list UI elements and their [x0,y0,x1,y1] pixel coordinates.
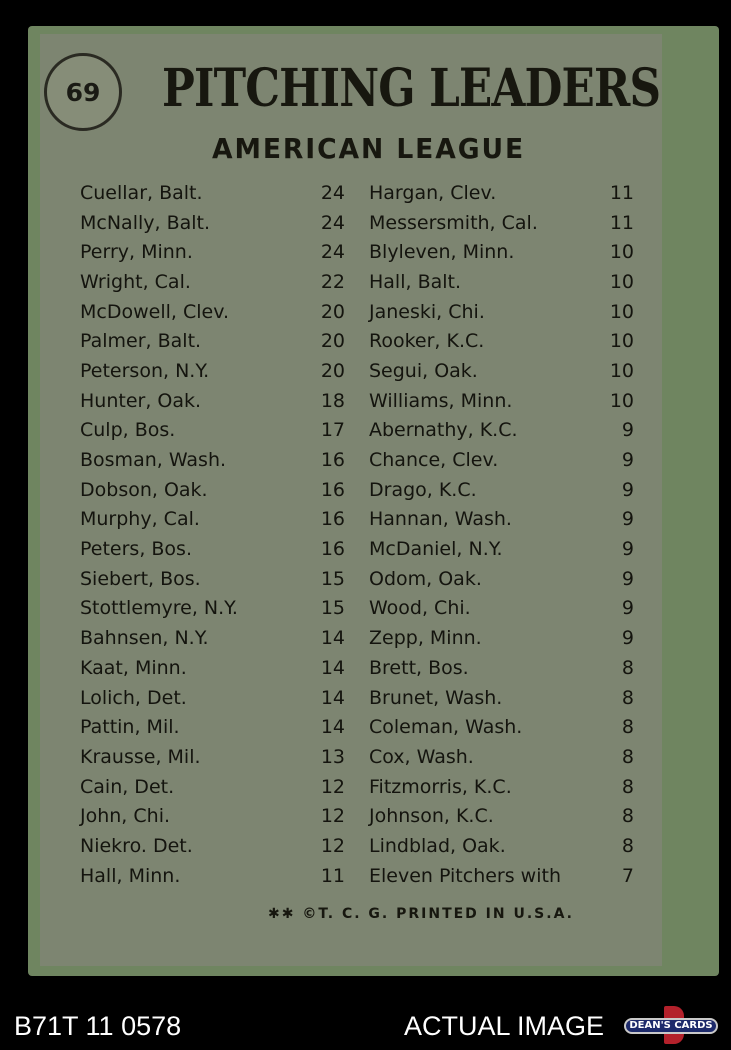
pitcher-name: Segui, Oak. [369,359,478,382]
wins-value: 9 [621,478,634,501]
stat-row [369,801,634,831]
pitcher-name: Abernathy, K.C. [369,419,518,442]
stat-row [80,831,345,861]
pitcher-name: Blyleven, Minn. [369,241,515,264]
pitcher-name: McDaniel, N.Y. [369,538,503,561]
wins-value: 10 [609,389,634,412]
pitcher-name: Hannan, Wash. [369,508,512,531]
stat-row [369,683,634,713]
stat-row [80,208,345,238]
stat-row [369,386,634,416]
pitcher-name: Cuellar, Balt. [80,181,203,204]
wins-value: 9 [621,419,634,442]
pitcher-name: Messersmith, Cal. [369,211,538,234]
wins-value: 8 [621,805,634,828]
pitcher-name: Siebert, Bos. [80,567,201,590]
pitcher-name: Dobson, Oak. [80,478,208,501]
stat-row [369,445,634,475]
stat-row [369,772,634,802]
stat-row [80,801,345,831]
logo-text: DEAN'S CARDS [624,1018,718,1034]
wins-value: 9 [621,597,634,620]
stat-row [80,178,345,208]
stat-row [369,297,634,327]
wins-value: 8 [621,656,634,679]
wins-value: 9 [621,567,634,590]
pitcher-name: Murphy, Cal. [80,508,200,531]
pitcher-name: Pattin, Mil. [80,716,180,739]
wins-value: 12 [320,834,345,857]
pitcher-name: Lindblad, Oak. [369,834,506,857]
stat-row [369,534,634,564]
stat-row [369,831,634,861]
stat-row [369,237,634,267]
stat-row [369,416,634,446]
wins-value: 12 [320,775,345,798]
stat-row [80,267,345,297]
stat-row [80,712,345,742]
wins-value: 14 [320,656,345,679]
pitcher-name: Hunter, Oak. [80,389,202,412]
pitcher-name: Stottlemyre, N.Y. [80,597,238,620]
stat-row [80,772,345,802]
item-code: B71T 11 0578 [14,1011,182,1041]
stat-row [80,237,345,267]
pitcher-name: Coleman, Wash. [369,716,523,739]
stat-row [80,505,345,535]
pitcher-name: Peterson, N.Y. [80,359,210,382]
wins-value: 17 [320,419,345,442]
pitcher-name: Brunet, Wash. [369,686,503,709]
wins-value: 9 [621,538,634,561]
stat-row [369,326,634,356]
stat-row [80,564,345,594]
pitcher-name: Janeski, Chi. [369,300,485,323]
pitcher-name: Niekro. Det. [80,834,193,857]
pitcher-name: Kaat, Minn. [80,656,187,679]
pitcher-name: Chance, Clev. [369,449,499,472]
pitcher-name: Lolich, Det. [80,686,187,709]
stat-row [80,623,345,653]
stat-row [80,861,345,891]
stat-row [80,683,345,713]
wins-value: 22 [320,270,345,293]
wins-value: 24 [320,181,345,204]
pitcher-name: John, Chi. [80,805,171,828]
stat-row [369,861,634,891]
wins-value: 10 [609,300,634,323]
wins-value: 20 [320,300,345,323]
stat-row [369,594,634,624]
stat-row [80,326,345,356]
pitcher-name: Eleven Pitchers with [369,864,561,887]
actual-image-label: ACTUAL IMAGE [404,1011,605,1041]
wins-value: 8 [621,716,634,739]
wins-value: 15 [320,567,345,590]
deans-cards-logo [624,1006,718,1044]
left-stats-column [80,178,345,891]
wins-value: 8 [621,686,634,709]
wins-value: 15 [320,597,345,620]
wins-value: 24 [320,211,345,234]
right-stats-column [369,178,634,891]
stat-row [369,505,634,535]
stat-row [80,297,345,327]
pitcher-name: Fitzmorris, K.C. [369,775,512,798]
wins-value: 11 [609,211,634,234]
wins-value: 10 [609,270,634,293]
stat-row [80,356,345,386]
wins-value: 14 [320,686,345,709]
wins-value: 10 [609,330,634,353]
pitcher-name: Hall, Minn. [80,864,181,887]
stat-row [369,267,634,297]
wins-value: 12 [320,805,345,828]
pitcher-name: Odom, Oak. [369,567,482,590]
stat-row [80,445,345,475]
wins-value: 11 [320,864,345,887]
pitcher-name: Wood, Chi. [369,597,471,620]
printed-notice: ✱✱ ©T. C. G. PRINTED IN U.S.A. [268,906,574,922]
pitcher-name: Palmer, Balt. [80,330,202,353]
stat-row [80,386,345,416]
stat-row [80,653,345,683]
wins-value: 14 [320,627,345,650]
wins-value: 18 [320,389,345,412]
wins-value: 16 [320,508,345,531]
wins-value: 24 [320,241,345,264]
wins-value: 8 [621,834,634,857]
pitcher-name: Hargan, Clev. [369,181,497,204]
wins-value: 10 [609,359,634,382]
stat-row [80,534,345,564]
wins-value: 10 [609,241,634,264]
wins-value: 7 [621,864,634,887]
wins-value: 20 [320,330,345,353]
stat-row [369,712,634,742]
wins-value: 9 [621,508,634,531]
stat-row [80,742,345,772]
pitcher-name: Drago, K.C. [369,478,477,501]
pitcher-name: Brett, Bos. [369,656,469,679]
wins-value: 8 [621,775,634,798]
pitcher-name: Cox, Wash. [369,745,474,768]
wins-value: 9 [621,627,634,650]
card-title: PITCHING LEADERS [162,58,661,119]
pitcher-name: McNally, Balt. [80,211,211,234]
pitcher-name: Cain, Det. [80,775,175,798]
stat-row [369,564,634,594]
stat-row [80,594,345,624]
wins-value: 16 [320,538,345,561]
stat-row [369,653,634,683]
stat-row [80,416,345,446]
stat-row [369,178,634,208]
wins-value: 13 [320,745,345,768]
stat-row [369,208,634,238]
pitcher-name: Williams, Minn. [369,389,513,412]
pitcher-name: Culp, Bos. [80,419,176,442]
pitcher-name: Peters, Bos. [80,538,192,561]
pitcher-name: Bosman, Wash. [80,449,227,472]
stat-row [369,623,634,653]
pitcher-name: Bahnsen, N.Y. [80,627,209,650]
wins-value: 16 [320,478,345,501]
pitcher-name: Johnson, K.C. [369,805,494,828]
stat-row [80,475,345,505]
wins-value: 9 [621,449,634,472]
pitcher-name: Zepp, Minn. [369,627,482,650]
wins-value: 8 [621,745,634,768]
pitcher-name: Rooker, K.C. [369,330,485,353]
pitcher-name: Krausse, Mil. [80,745,201,768]
wins-value: 14 [320,716,345,739]
wins-value: 11 [609,181,634,204]
wins-value: 20 [320,359,345,382]
stat-row [369,475,634,505]
pitcher-name: Perry, Minn. [80,241,193,264]
pitcher-name: McDowell, Clev. [80,300,230,323]
card-subtitle: AMERICAN LEAGUE [212,132,526,165]
card-number-badge [44,53,122,131]
stat-row [369,356,634,386]
pitcher-name: Wright, Cal. [80,270,191,293]
card-number: 69 [65,77,101,107]
stat-row [369,742,634,772]
pitcher-name: Hall, Balt. [369,270,462,293]
wins-value: 16 [320,449,345,472]
